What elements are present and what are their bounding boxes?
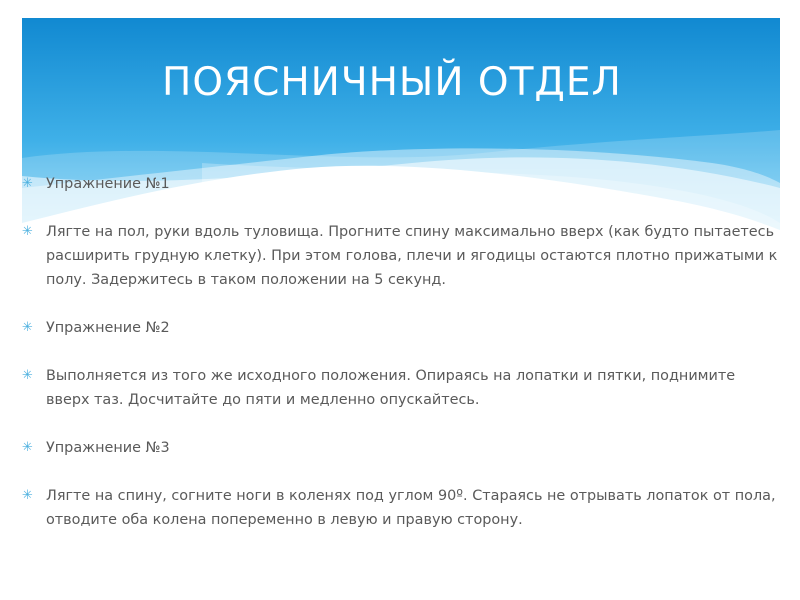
bullet-text: Упражнение №2	[46, 320, 170, 336]
bullet-item	[22, 220, 782, 292]
bullet-item	[22, 364, 782, 412]
asterisk-bullet-icon: ✳	[22, 488, 33, 503]
asterisk-bullet-icon: ✳	[22, 440, 33, 455]
asterisk-bullet-icon: ✳	[22, 368, 33, 383]
bullet-item	[22, 172, 782, 196]
asterisk-bullet-icon: ✳	[22, 320, 33, 335]
bullet-list	[22, 172, 782, 532]
bullet-text: Упражнение №3	[46, 440, 170, 456]
asterisk-bullet-icon: ✳	[22, 224, 33, 239]
bullet-text: Лягте на спину, согните ноги в коленях под углом 90º. Стараясь не отрывать лопаток от пола, отводите оба колена попеременно в левую и правую сторону.	[46, 488, 776, 528]
slide-title: ПОЯСНИЧНЫЙ ОТДЕЛ	[162, 60, 622, 105]
bullet-text: Упражнение №1	[46, 176, 170, 192]
bullet-item	[22, 484, 782, 532]
bullet-text: Лягте на пол, руки вдоль туловища. Прогните спину максимально вверх (как будто пытаетесь расширить грудную клетку). При этом голова, плечи и ягодицы остаются плотно прижатыми к полу. Задержитесь в таком положении на 5 секунд.	[46, 224, 778, 288]
asterisk-bullet-icon: ✳	[22, 176, 33, 191]
bullet-item	[22, 316, 782, 340]
bullet-text: Выполняется из того же исходного положения. Опираясь на лопатки и пятки, поднимите вверх таз. Досчитайте до пяти и медленно опускайтесь.	[46, 368, 736, 408]
bullet-item	[22, 436, 782, 460]
